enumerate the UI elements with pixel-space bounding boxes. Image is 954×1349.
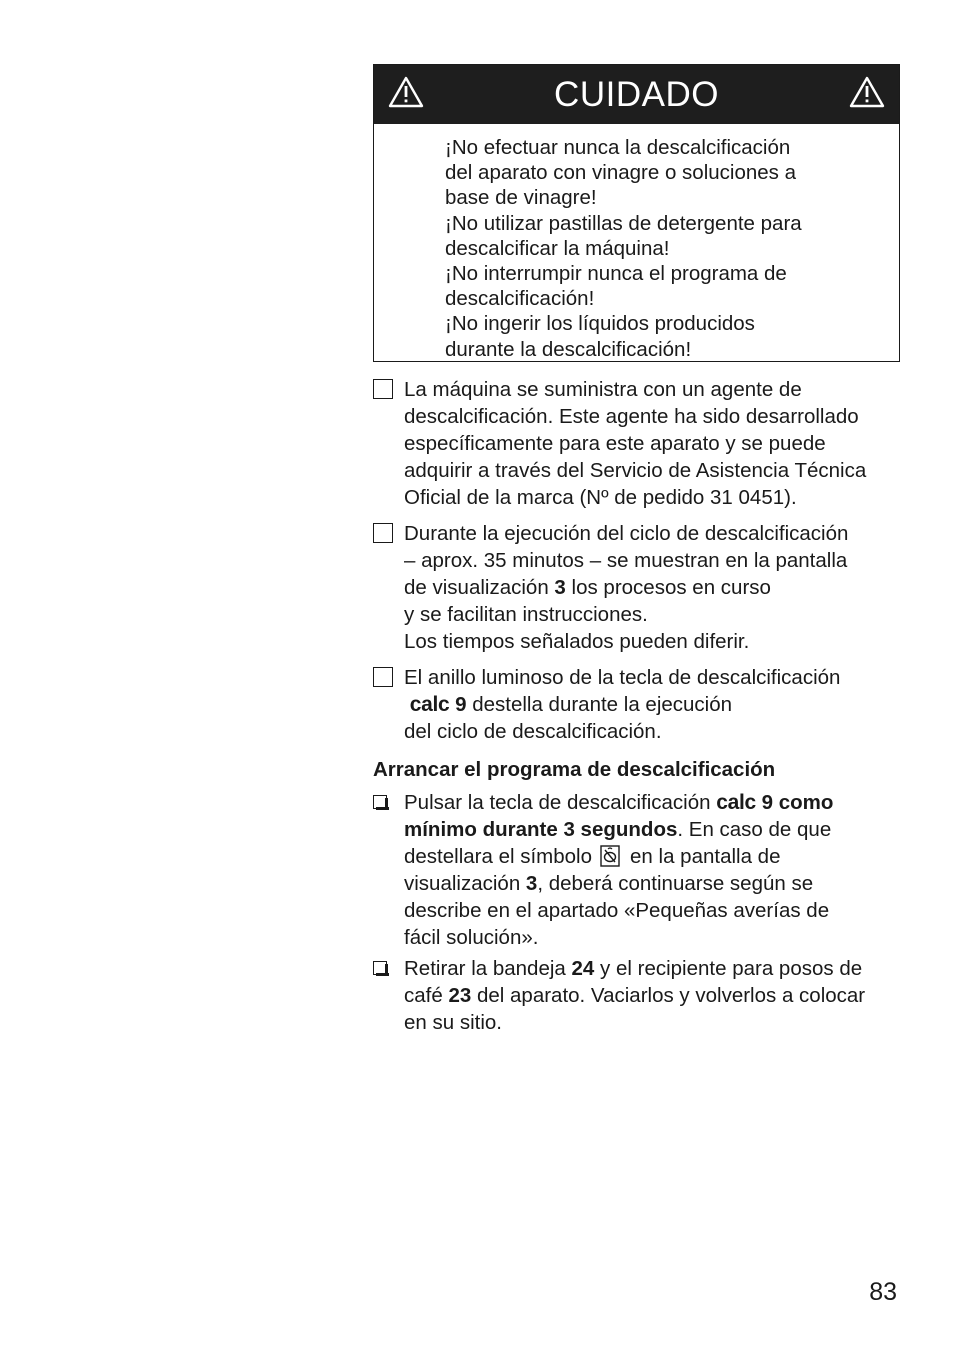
step-line: [404, 982, 903, 1009]
caution-line: durante la descalcificación!: [445, 337, 692, 361]
note-line: del ciclo de descalcificación.: [404, 720, 662, 743]
step-start: [373, 789, 903, 951]
text-run: de visualización: [404, 576, 555, 599]
text-run: destella durante la ejecución: [466, 693, 733, 716]
text-run: visualización: [404, 872, 526, 895]
text-run-bold: 9 como: [755, 791, 834, 814]
note-line: adquirir a través del Servicio de Asistencia Técnica: [404, 459, 867, 482]
caution-title: CUIDADO: [554, 74, 719, 114]
step-bullet-icon: [373, 961, 387, 975]
text-run: y el recipiente para posos de: [594, 957, 863, 980]
note-line: específicamente para este aparato y se puede: [404, 432, 826, 455]
text-run: café: [404, 984, 449, 1007]
note-line: Oficial de la marca (Nº de pedido 31 0451).: [404, 486, 797, 509]
checkbox-icon: [373, 379, 393, 399]
page-number: 83: [869, 1278, 897, 1306]
warning-triangle-icon: [849, 76, 885, 108]
calc-key-label: calc: [409, 693, 450, 716]
text-run: del aparato. Vaciarlos y volverlos a colocar: [471, 984, 866, 1007]
step-line: describe en el apartado «Pequeñas averías de: [404, 899, 830, 922]
text-run: los procesos en curso: [565, 576, 771, 599]
note-line: Los tiempos señalados pueden diferir.: [404, 630, 750, 653]
section-heading: Arrancar el programa de descalcificación: [373, 758, 776, 781]
step-remove-tray: [373, 955, 903, 1036]
caution-line: ¡No efectuar nunca la descalcificación: [445, 136, 791, 159]
note-line: – aprox. 35 minutos – se muestran en la pantalla: [404, 549, 848, 572]
note-agent: [373, 376, 903, 511]
note-line: [404, 574, 903, 601]
note-cycle: [373, 520, 903, 655]
step-line: [404, 843, 903, 870]
key-ref: 9: [455, 693, 467, 716]
step-line: [404, 870, 903, 897]
caution-line: ¡No ingerir los líquidos producidos: [445, 312, 755, 336]
text-run: , deberá continuarse según se: [537, 872, 814, 895]
note-line: El anillo luminoso de la tecla de descalcificación: [404, 666, 841, 689]
step-bullet-icon: [373, 795, 387, 809]
step-line: en su sitio.: [404, 1011, 502, 1034]
display-ref: 3: [525, 872, 538, 895]
text-run: Pulsar la tecla de descalcificación: [404, 791, 717, 814]
checkbox-icon: [373, 523, 393, 543]
text-run: en la pantalla de: [630, 845, 781, 868]
text-run: destellara el símbolo: [404, 845, 593, 868]
caution-line: descalcificación!: [445, 287, 595, 311]
note-line: descalcificación. Este agente ha sido desarrollado: [404, 405, 859, 428]
text-run: Retirar la bandeja: [404, 957, 572, 980]
step-line: fácil solución».: [404, 926, 539, 949]
step-line: [404, 955, 903, 982]
caution-line: ¡No utilizar pastillas de detergente para: [445, 211, 802, 235]
step-line: [404, 789, 903, 816]
note-line: [404, 691, 903, 718]
caution-header: [374, 65, 899, 124]
caution-line: descalcificar la máquina!: [445, 236, 670, 260]
caution-line: base de vinagre!: [445, 186, 597, 210]
caution-line: del aparato con vinagre o soluciones a: [445, 161, 797, 185]
caution-box: [373, 64, 900, 362]
note-ring: [373, 664, 903, 745]
descale-symbol-icon: [600, 845, 620, 867]
container-ref: 23: [448, 984, 472, 1007]
checkbox-icon: [373, 667, 393, 687]
step-line: [404, 816, 903, 843]
note-line: La máquina se suministra con un agente de: [404, 378, 802, 401]
calc-key-label: calc: [716, 791, 756, 814]
note-line: y se facilitan instrucciones.: [404, 603, 648, 626]
text-run: . En caso de que: [677, 818, 832, 841]
caution-line: ¡No interrumpir nunca el programa de: [445, 262, 787, 286]
text-run-bold: mínimo durante 3 segundos: [404, 818, 678, 841]
note-line: Durante la ejecución del ciclo de descalcificación: [404, 522, 849, 545]
warning-triangle-icon: [388, 76, 424, 108]
caution-text: [374, 124, 899, 362]
display-ref: 3: [554, 576, 566, 599]
tray-ref: 24: [571, 957, 595, 980]
